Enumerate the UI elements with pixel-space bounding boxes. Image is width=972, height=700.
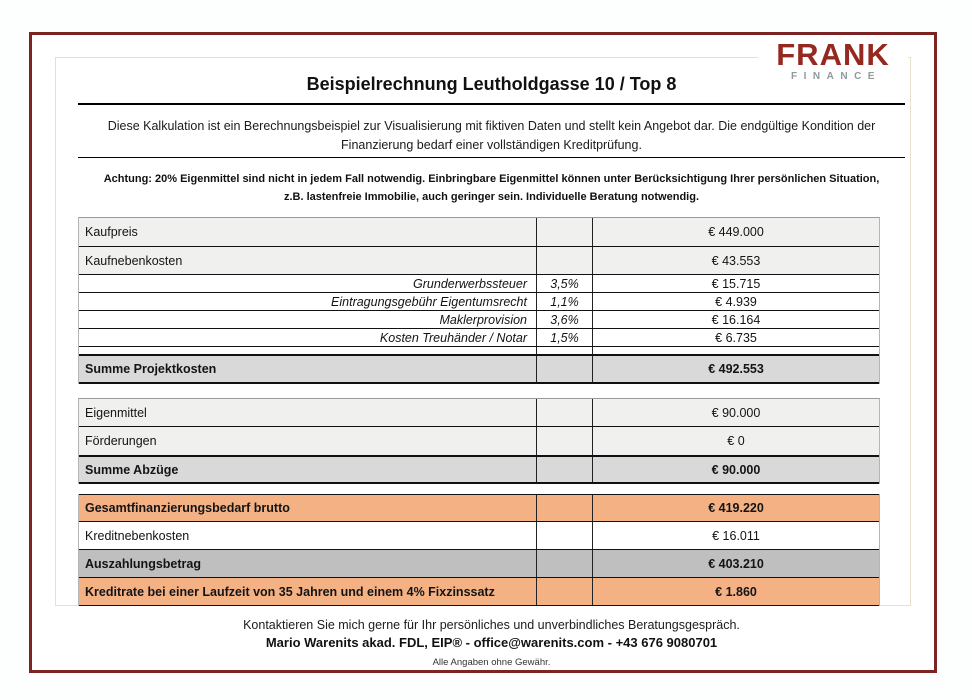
row-label: Eigenmittel: [85, 405, 147, 420]
row-percent: 1,1%: [536, 293, 593, 310]
row-label: Förderungen: [85, 434, 157, 448]
contact-invitation: Kontaktieren Sie mich gerne für Ihr persönliches und unverbindliches Beratungsgespräch.: [243, 618, 740, 632]
row-label: Kreditrate bei einer Laufzeit von 35 Jahren und einem 4% Fixzinssatz: [85, 584, 495, 599]
table-financing: [78, 494, 880, 606]
row-value: € 90.000: [711, 462, 761, 477]
row-percent: [536, 457, 593, 482]
table-row: [79, 311, 879, 329]
row-label: Maklerprovision: [439, 312, 527, 327]
row-label: Gesamtfinanzierungsbedarf brutto: [85, 501, 290, 515]
table-project-costs: [78, 217, 880, 384]
row-value: € 16.164: [711, 312, 761, 327]
row-label: Kaufnebenkosten: [85, 253, 183, 268]
disclaimer-text: Diese Kalkulation ist ein Berechnungsbeispiel zur Visualisierung mit fiktiven Daten und stellt kein Angebot dar. Die endgültige Kondition der Finanzierung bedarf einer vollständigen Kreditprüfung.: [107, 119, 876, 153]
row-value: € 16.011: [712, 528, 760, 543]
row-label: Summe Projektkosten: [85, 362, 217, 376]
row-percent: [536, 578, 593, 605]
row-label: Kosten Treuhänder / Notar: [379, 330, 527, 345]
row-percent: [536, 550, 593, 577]
brand-name: FRANK: [776, 37, 890, 72]
row-value: € 492.553: [708, 362, 764, 376]
row-label: Grunderwerbssteuer: [413, 276, 527, 291]
row-value: € 403.210: [708, 556, 764, 571]
row-value: € 419.220: [708, 501, 764, 515]
row-label: Kreditnebenkosten: [85, 528, 190, 543]
row-value: € 0: [727, 434, 745, 448]
row-percent: [536, 399, 593, 426]
legal-note: Alle Angaben ohne Gewähr.: [432, 657, 551, 668]
warning-text: Achtung: 20% Eigenmittel sind nicht in jedem Fall notwendig. Einbringbare Eigenmittel können unter Berücksichtigung Ihrer persönlichen Situation, z.B. lastenfreie Immobilie, auch geringer sein. Individuelle Beratung notwendig.: [103, 173, 880, 204]
title-divider: [78, 103, 905, 105]
table-row: [79, 427, 879, 455]
row-value: € 15.715: [711, 276, 761, 291]
page-title: Beispielrechnung Leutholdgasse 10 / Top 8: [306, 74, 677, 94]
row-percent: 3,6%: [536, 311, 593, 328]
row-label: Eintragungsgebühr Eigentumsrecht: [331, 294, 527, 309]
row-label: Kaufpreis: [85, 225, 138, 239]
row-label: Auszahlungsbetrag: [85, 556, 201, 571]
row-percent: 1,5%: [536, 329, 593, 346]
row-percent: [536, 247, 593, 274]
table-row: [79, 247, 879, 275]
contact-details: Mario Warenits akad. FDL, EIP® - office@warenits.com - +43 676 9080701: [265, 635, 718, 650]
row-value: € 6.735: [715, 330, 757, 345]
row-percent: [536, 522, 593, 549]
table-row-total: [79, 354, 879, 384]
row-label: Summe Abzüge: [85, 462, 179, 477]
table-row-payout: [79, 550, 879, 578]
row-value: € 90.000: [711, 405, 761, 420]
table-row-highlight: [79, 494, 879, 522]
row-percent: [536, 218, 593, 246]
row-percent: [536, 495, 593, 521]
table-spacer: [79, 347, 879, 354]
table-row: [79, 218, 879, 247]
row-value: € 43.553: [711, 253, 761, 268]
table-row: [79, 293, 879, 311]
row-value: € 1.860: [715, 584, 757, 599]
row-percent: [536, 427, 593, 455]
row-percent: [536, 356, 593, 382]
row-value: € 4.939: [715, 294, 757, 309]
brand-subtitle: FINANCE: [791, 71, 881, 82]
table-row: [79, 329, 879, 347]
table-row: [79, 399, 879, 427]
table-row: [79, 522, 879, 550]
row-percent: 3,5%: [536, 275, 593, 292]
disclaimer-divider: [78, 157, 905, 158]
table-deductions: [78, 398, 880, 484]
table-row-highlight: [79, 578, 879, 606]
table-row: [79, 275, 879, 293]
table-row-total: [79, 455, 879, 484]
row-value: € 449.000: [708, 225, 764, 239]
